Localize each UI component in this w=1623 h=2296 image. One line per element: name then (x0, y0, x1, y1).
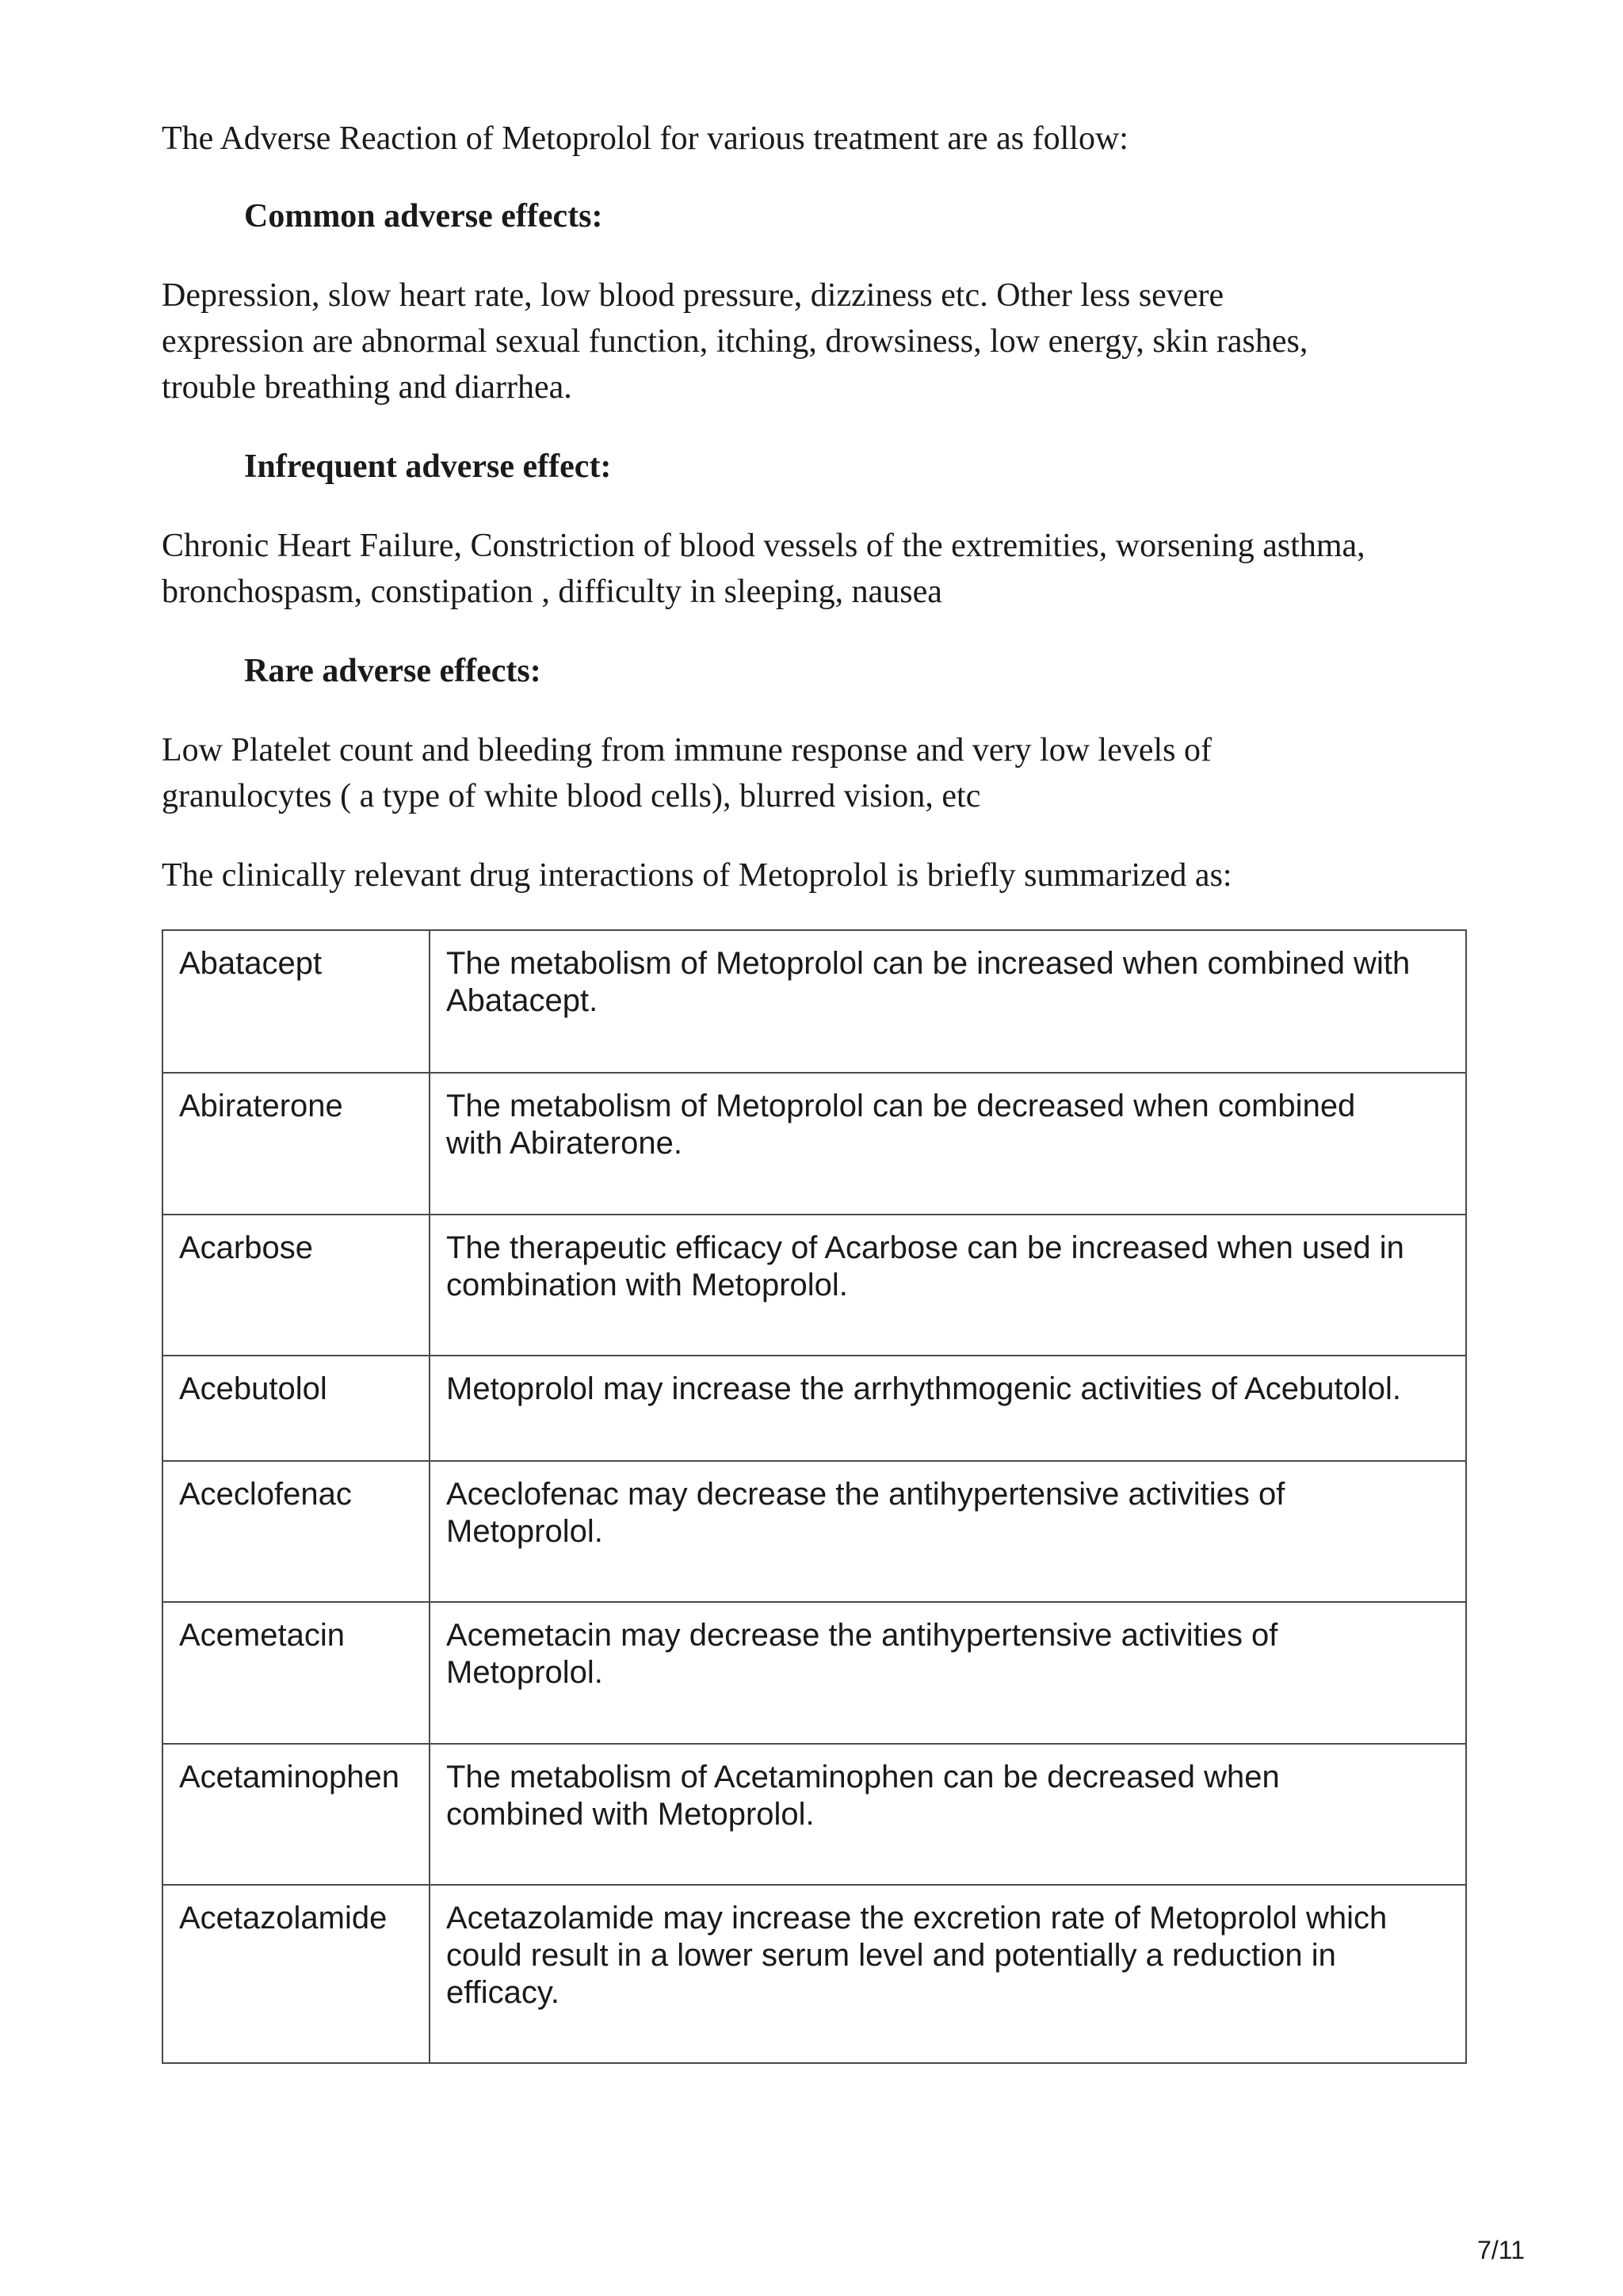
interactions-intro: The clinically relevant drug interactions of Metoprolol is briefly summarized as: (162, 857, 1232, 894)
description-line: The metabolism of Acetaminophen can be decreased when (446, 1760, 1280, 1794)
table-row (162, 930, 1466, 1073)
drug-name-cell: Abiraterone (162, 1073, 430, 1215)
section-body-infrequent (162, 523, 1493, 615)
table-row (162, 1602, 1466, 1744)
description-line: The metabolism of Metoprolol can be increased when combined with (446, 946, 1411, 981)
description-line: Metoprolol may increase the arrhythmogenic activities of Acebutolol. (446, 1371, 1402, 1406)
description-line: combination with Metoprolol. (446, 1268, 848, 1302)
description-line: Metoprolol. (446, 1655, 603, 1690)
interaction-description-cell (430, 1885, 1466, 2063)
table-row (162, 1356, 1466, 1461)
description-line: with Abiraterone. (446, 1126, 682, 1161)
body-line: trouble breathing and diarrhea. (162, 369, 572, 406)
page-number: 7/11 (1477, 2236, 1525, 2264)
table-row (162, 1744, 1466, 1885)
description-line: Abatacept. (446, 983, 598, 1018)
body-line: Depression, slow heart rate, low blood pressure, dizziness etc. Other less severe (162, 277, 1224, 314)
description-line: The metabolism of Metoprolol can be decreased when combined (446, 1089, 1356, 1123)
description-line: Aceclofenac may decrease the antihypertensive activities of (446, 1477, 1285, 1512)
description-line: Metoprolol. (446, 1514, 603, 1549)
body-line: Low Platelet count and bleeding from immune response and very low levels of (162, 732, 1212, 769)
section-body-rare (162, 727, 1493, 819)
description-line: efficacy. (446, 1975, 560, 2010)
drug-name-cell: Acarbose (162, 1215, 430, 1356)
interaction-description-cell (430, 1356, 1466, 1461)
table-row (162, 1215, 1466, 1356)
table-row (162, 1885, 1466, 2063)
interaction-description-cell (430, 1602, 1466, 1744)
drug-name-cell: Aceclofenac (162, 1461, 430, 1602)
body-line: expression are abnormal sexual function, itching, drowsiness, low energy, skin rashes, (162, 323, 1308, 360)
drug-name-cell: Acemetacin (162, 1602, 430, 1744)
body-line: bronchospasm, constipation , difficulty in sleeping, nausea (162, 574, 942, 610)
intro-paragraph: The Adverse Reaction of Metoprolol for various treatment are as follow: (162, 120, 1128, 157)
section-heading-infrequent: Infrequent adverse effect: (244, 448, 612, 485)
interaction-description-cell (430, 1461, 1466, 1602)
interaction-description-cell (430, 1215, 1466, 1356)
interaction-description-cell (430, 930, 1466, 1073)
body-line: granulocytes ( a type of white blood cells), blurred vision, etc (162, 778, 981, 814)
section-heading-common: Common adverse effects: (244, 198, 603, 235)
description-line: Acetazolamide may increase the excretion rate of Metoprolol which (446, 1901, 1388, 1936)
table-row (162, 1073, 1466, 1215)
section-body-common (162, 273, 1493, 410)
drug-name-cell: Acetaminophen (162, 1744, 430, 1885)
description-line: Acemetacin may decrease the antihypertensive activities of (446, 1618, 1278, 1653)
drug-name-cell: Acebutolol (162, 1356, 430, 1461)
interaction-description-cell (430, 1073, 1466, 1215)
drug-name-cell: Abatacept (162, 930, 430, 1073)
description-line: could result in a lower serum level and potentially a reduction in (446, 1938, 1336, 1973)
drug-interactions-table (162, 929, 1467, 2064)
description-line: The therapeutic efficacy of Acarbose can be increased when used in (446, 1230, 1404, 1265)
interaction-description-cell (430, 1744, 1466, 1885)
section-heading-rare: Rare adverse effects: (244, 653, 541, 689)
description-line: combined with Metoprolol. (446, 1797, 815, 1832)
table-row (162, 1461, 1466, 1602)
drug-name-cell: Acetazolamide (162, 1885, 430, 2063)
body-line: Chronic Heart Failure, Constriction of blood vessels of the extremities, worsening asthma, (162, 528, 1365, 564)
